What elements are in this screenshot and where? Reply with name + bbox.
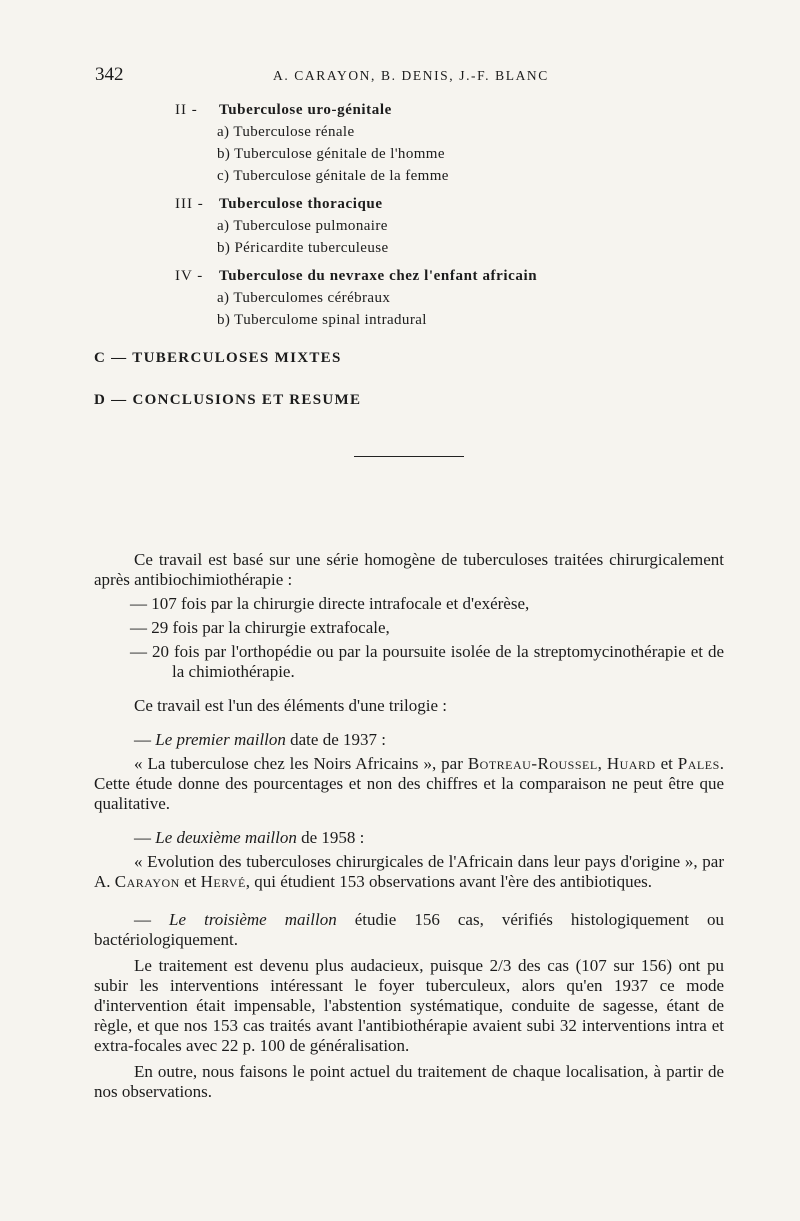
author-name: Pales — [677, 754, 720, 773]
author-name: Carayon — [114, 872, 180, 891]
citation-2: « Evolution des tuberculoses chirurgicales de l'Africain dans leur pays d'origine », par A. Carayon et Hervé, qui étudient 153 observations avant l'ère des antibiotiques. — [94, 852, 724, 891]
link-label-1: Le premier maillon — [155, 730, 286, 749]
list-item: — 29 fois par la chirurgie extrafocale, — [130, 618, 390, 637]
running-header — [95, 64, 785, 90]
outline-numeral: IV - — [175, 268, 204, 284]
author-name: Hervé — [200, 872, 246, 891]
outline-item: a) Tuberculomes cérébraux — [217, 290, 391, 306]
page-number: 342 — [95, 64, 124, 85]
outline-section-iv — [175, 268, 538, 334]
paragraph-closing: En outre, nous faisons le point actuel du traitement de chaque localisation, à partir de nos observations. — [94, 1062, 724, 1101]
outline-item: a) Tuberculose pulmonaire — [217, 218, 388, 234]
author-name: Botreau-Roussel — [467, 754, 598, 773]
heading-part-d: D — CONCLUSIONS ET RESUME — [94, 392, 362, 408]
link-label-2: Le deuxième maillon — [155, 828, 297, 847]
link-heading-3: — Le troisième maillon étudie 156 cas, vérifiés histologiquement ou bactériologiquement. — [94, 910, 724, 949]
link-heading-1: — Le premier maillon date de 1937 : — [134, 730, 386, 749]
outline-item: b) Tuberculome spinal intradural — [217, 312, 427, 328]
list-item: — 107 fois par la chirurgie directe intrafocale et d'exérèse, — [130, 594, 530, 613]
outline-item: c) Tuberculose génitale de la femme — [217, 168, 449, 184]
paragraph-trilogy: Ce travail est l'un des éléments d'une trilogie : — [134, 696, 447, 715]
paragraph-intro: Ce travail est basé sur une série homogène de tuberculoses traitées chirurgicalement après antibiochimiothérapie : — [94, 550, 724, 589]
list-item: — 20 fois par l'orthopédie ou par la poursuite isolée de la streptomycinothérapie et de la chimiothérapie. — [130, 642, 724, 681]
link-label-3: Le troisième maillon — [169, 910, 337, 929]
outline-item: b) Péricardite tuberculeuse — [217, 240, 389, 256]
outline-title: Tuberculose du nevraxe chez l'enfant africain — [219, 268, 538, 284]
outline-item: a) Tuberculose rénale — [217, 124, 355, 140]
body-text — [94, 550, 724, 1102]
paragraph-treatment: Le traitement est devenu plus audacieux, puisque 2/3 des cas (107 sur 156) ont pu subir les interventions intéressant le foyer tuberculeux, alors qu'en 1937 ce mode d'intervention était impensable, l'abstention systématique, conduite de sagesse, étant de règle, et que nos 153 cas traités avant l'antibiothérapie avaient subi 32 interventions intra et extra-focales avec 22 p. 100 de généralisation. — [94, 956, 724, 1055]
outline-numeral: III - — [175, 196, 204, 212]
running-title: A. CARAYON, B. DENIS, J.-F. BLANC — [273, 68, 549, 83]
outline-section-ii — [175, 102, 449, 190]
outline-numeral: II - — [175, 102, 198, 118]
outline-section-iii — [175, 196, 389, 262]
heading-part-c: C — TUBERCULOSES MIXTES — [94, 350, 342, 366]
outline-title: Tuberculose thoracique — [219, 196, 383, 212]
outline-title: Tuberculose uro-génitale — [219, 102, 392, 118]
section-divider — [354, 456, 464, 457]
outline-item: b) Tuberculose génitale de l'homme — [217, 146, 445, 162]
citation-1: « La tuberculose chez les Noirs Africains », par Botreau-Roussel, Huard et Pales. Cette étude donne des pourcentages et non des chiffres et la comparaison ne peut être que qualitative. — [94, 754, 725, 813]
author-name: Huard — [606, 754, 656, 773]
link-heading-2: — Le deuxième maillon de 1958 : — [134, 828, 365, 847]
